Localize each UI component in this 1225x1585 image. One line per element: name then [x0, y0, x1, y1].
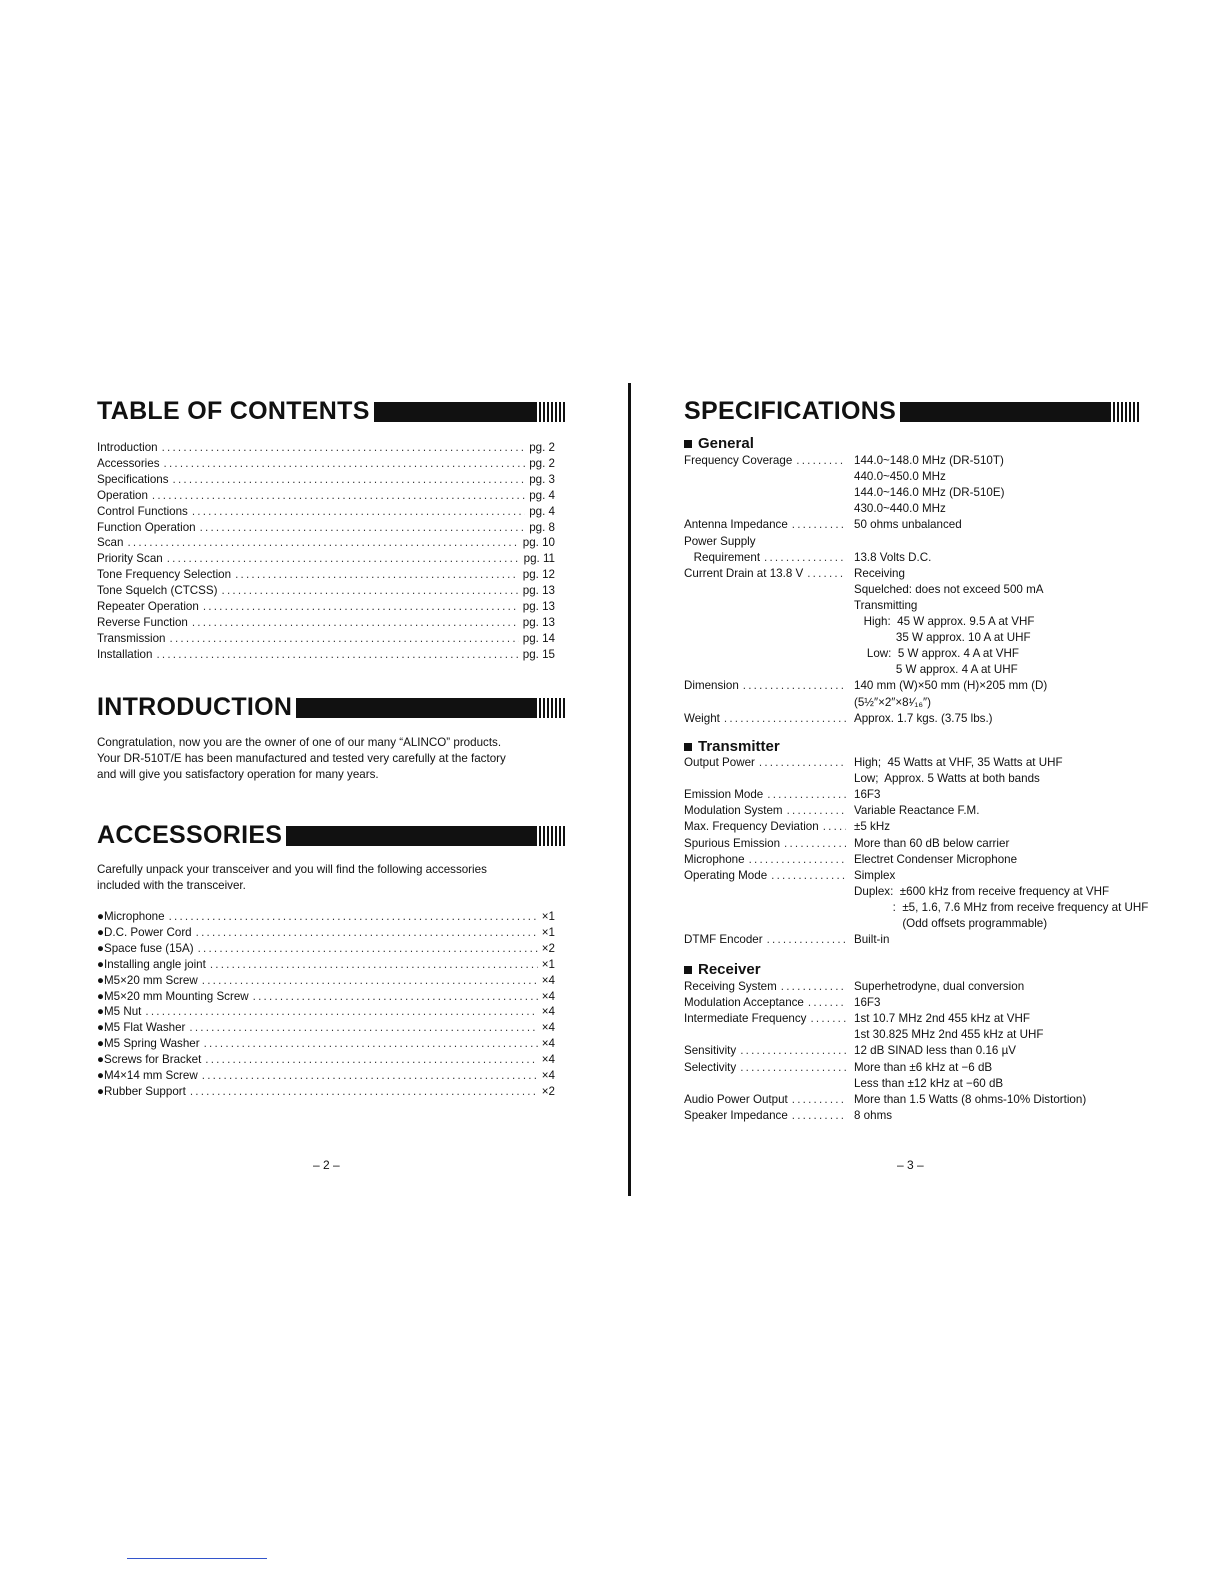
spec-label: Sensitivity — [684, 1044, 737, 1058]
toc-item-page: pg. 15 — [522, 647, 555, 661]
dot-leader — [173, 472, 526, 487]
spec-label: Receiving System — [684, 980, 777, 993]
dot-leader — [162, 440, 526, 455]
introduction-title-bar — [296, 698, 567, 718]
toc-item-label: Function Operation — [97, 520, 196, 534]
accessories-title: ACCESSORIES — [97, 821, 283, 849]
specifications-header — [684, 397, 1141, 426]
spec-label: Spurious Emission — [684, 836, 781, 850]
spec-value: Less than ±12 kHz at −60 dB — [854, 1076, 1004, 1090]
toc-item-page: pg. 4 — [529, 488, 555, 502]
dot-leader — [771, 868, 846, 883]
dot-leader — [203, 599, 519, 614]
spec-value: 5 W approx. 4 A at UHF — [854, 663, 1018, 677]
toc-row — [97, 520, 555, 535]
dot-leader — [784, 836, 846, 851]
spec-value: : ±5, 1.6, 7.6 MHz from receive frequency at UHF — [854, 900, 1149, 914]
dot-leader — [724, 711, 846, 726]
toc-title: TABLE OF CONTENTS — [97, 397, 370, 425]
toc-item-page: pg. 3 — [529, 472, 555, 486]
square-bullet-icon — [684, 966, 692, 974]
dot-leader — [235, 567, 519, 582]
accessory-item-qty: ×2 — [541, 1084, 555, 1098]
spec-value: Low: 5 W approx. 4 A at VHF — [854, 647, 1019, 661]
spec-value: 16F3 — [854, 788, 881, 802]
toc-row — [97, 615, 555, 630]
spec-value: (Odd offsets programmable) — [854, 917, 1048, 930]
transmitter-heading-label: Transmitter — [698, 738, 780, 755]
accessory-item-qty: ×4 — [541, 1069, 555, 1082]
spec-value: Superhetrodyne, dual conversion — [854, 980, 1025, 993]
dot-leader — [749, 852, 846, 867]
toc-item-page: pg. 12 — [522, 568, 555, 582]
accessory-item — [97, 909, 555, 924]
receiver-heading — [684, 961, 761, 978]
spec-value: 144.0~148.0 MHz (DR-510T) — [854, 454, 1004, 467]
spec-value: 1st 10.7 MHz 2nd 455 kHz at VHF — [854, 1012, 1030, 1026]
dot-leader — [807, 566, 846, 581]
spec-label-row — [684, 517, 846, 532]
dot-leader — [810, 1011, 846, 1026]
spec-label: Requirement — [684, 550, 761, 564]
spec-label-row — [684, 819, 846, 834]
toc-row — [97, 599, 555, 614]
specifications-title: SPECIFICATIONS — [684, 397, 897, 425]
dot-leader — [787, 803, 846, 818]
dot-leader — [190, 1084, 538, 1099]
toc-header — [97, 397, 567, 426]
toc-item-label: Priority Scan — [97, 552, 163, 566]
toc-item-label: Accessories — [97, 456, 160, 470]
spec-label-row — [684, 534, 846, 549]
toc-item-label: Introduction — [97, 441, 158, 454]
toc-item-page: pg. 14 — [522, 631, 555, 645]
spec-label: Speaker Impedance — [684, 1108, 788, 1122]
toc-item-page: pg. 13 — [522, 615, 555, 629]
accessories-title-bar — [286, 826, 567, 846]
spec-value: High: 45 W approx. 9.5 A at VHF — [854, 615, 1035, 628]
dot-leader — [156, 647, 518, 662]
spec-value: (5½″×2″×8¹⁄₁₆″) — [854, 695, 931, 709]
toc-item-label: Installation — [97, 647, 153, 661]
accessory-item — [97, 1036, 555, 1051]
dot-leader — [253, 989, 538, 1004]
spec-label: DTMF Encoder — [684, 933, 763, 947]
dot-leader — [192, 615, 519, 630]
spec-value: Built-in — [854, 933, 890, 947]
spec-value: 430.0~440.0 MHz — [854, 502, 946, 516]
spec-label-row — [684, 1108, 846, 1123]
dot-leader — [743, 678, 846, 693]
dot-leader — [198, 941, 538, 956]
toc-item-label: Repeater Operation — [97, 600, 199, 613]
spec-value: 440.0~450.0 MHz — [854, 470, 946, 484]
accessory-item — [97, 989, 555, 1004]
accessory-item-label: ●M5 Flat Washer — [97, 1021, 186, 1035]
toc-item-page: pg. 8 — [529, 520, 555, 534]
spec-label: Modulation System — [684, 804, 783, 818]
toc-item-label: Reverse Function — [97, 615, 188, 629]
toc-item-page: pg. 13 — [522, 600, 555, 613]
spec-value: 140 mm (W)×50 mm (H)×205 mm (D) — [854, 679, 1048, 693]
spec-label-row — [684, 868, 846, 883]
toc-row — [97, 472, 555, 487]
accessory-item-label: ●Microphone — [97, 910, 165, 923]
spec-label-row — [684, 550, 846, 565]
toc-title-bar — [374, 402, 567, 422]
spec-label-row — [684, 1043, 846, 1058]
dot-leader — [164, 456, 526, 471]
dot-leader — [204, 1036, 538, 1051]
spec-label: Antenna Impedance — [684, 518, 788, 532]
toc-item-page: pg. 13 — [522, 584, 555, 598]
dot-leader — [152, 488, 525, 503]
toc-item-page: pg. 4 — [529, 504, 555, 518]
spec-value: 144.0~146.0 MHz (DR-510E) — [854, 486, 1005, 500]
spec-label: Intermediate Frequency — [684, 1012, 807, 1026]
dot-leader — [792, 1108, 846, 1123]
dot-leader — [796, 453, 846, 468]
accessory-item — [97, 1084, 555, 1099]
toc-item-label: Tone Frequency Selection — [97, 568, 232, 582]
dot-leader — [202, 973, 538, 988]
spec-label: Selectivity — [684, 1060, 737, 1074]
spec-value: Low; Approx. 5 Watts at both bands — [854, 772, 1040, 786]
accessory-item-label: ●Installing angle joint — [97, 957, 206, 971]
dot-leader — [210, 957, 538, 972]
spec-label: Power Supply — [684, 534, 756, 548]
toc-row — [97, 504, 555, 519]
accessory-item-label: ●M5 Nut — [97, 1005, 142, 1019]
toc-row — [97, 583, 555, 598]
left-page-number: – 2 – — [313, 1158, 340, 1172]
toc-row — [97, 488, 555, 503]
spec-value: Variable Reactance F.M. — [854, 804, 980, 818]
spec-value: More than ±6 kHz at −6 dB — [854, 1060, 993, 1074]
accessories-header — [97, 821, 567, 850]
accessory-item-qty: ×4 — [541, 1021, 555, 1035]
spec-value: 8 ohms — [854, 1108, 893, 1122]
spec-value: 12 dB SINAD less than 0.16 µV — [854, 1044, 1016, 1058]
dot-leader — [740, 1060, 846, 1075]
spec-value: Squelched: does not exceed 500 mA — [854, 582, 1044, 596]
accessory-item — [97, 1004, 555, 1019]
toc-row — [97, 647, 555, 662]
toc-item-page: pg. 11 — [523, 552, 555, 566]
dot-leader — [169, 909, 538, 924]
spec-label: Microphone — [684, 852, 745, 866]
spec-value: High; 45 Watts at VHF, 35 Watts at UHF — [854, 756, 1063, 769]
spec-value: 13.8 Volts D.C. — [854, 550, 932, 564]
spec-label-row — [684, 787, 846, 802]
spec-value: 35 W approx. 10 A at UHF — [854, 631, 1031, 645]
introduction-line: and will give you satisfactory operation for many years. — [97, 768, 379, 781]
accessory-item — [97, 925, 555, 940]
square-bullet-icon — [684, 743, 692, 751]
accessory-item-label: ●Screws for Bracket — [97, 1053, 202, 1067]
accessory-item-qty: ×4 — [541, 989, 555, 1003]
accessory-item-label: ●Space fuse (15A) — [97, 941, 194, 955]
spec-label-row — [684, 453, 846, 468]
spec-label: Emission Mode — [684, 788, 764, 802]
spec-value: 16F3 — [854, 996, 881, 1010]
accessory-item — [97, 973, 555, 988]
spec-value: Approx. 1.7 kgs. (3.75 lbs.) — [854, 711, 993, 725]
toc-item-label: Transmission — [97, 631, 166, 645]
dot-leader — [167, 551, 520, 566]
specifications-title-bar — [900, 402, 1141, 422]
toc-item-page: pg. 2 — [529, 456, 555, 470]
spec-label-row — [684, 1060, 846, 1075]
spec-label-row — [684, 755, 846, 770]
dot-leader — [170, 631, 519, 646]
accessory-item-qty: ×1 — [541, 925, 555, 939]
spec-label: Output Power — [684, 756, 755, 769]
introduction-line: Congratulation, now you are the owner of one of our many “ALINCO” products. — [97, 736, 502, 749]
accessory-item-label: ●D.C. Power Cord — [97, 925, 192, 939]
dot-leader — [127, 535, 518, 550]
square-bullet-icon — [684, 440, 692, 448]
spec-value: ±5 kHz — [854, 820, 890, 834]
dot-leader — [222, 583, 519, 598]
dot-leader — [189, 1020, 537, 1035]
accessory-item — [97, 941, 555, 956]
toc-row — [97, 631, 555, 646]
spec-value: More than 1.5 Watts (8 ohms-10% Distortion) — [854, 1092, 1087, 1106]
spec-label-row — [684, 852, 846, 867]
spec-label: Current Drain at 13.8 V — [684, 566, 804, 580]
dot-leader — [759, 755, 846, 770]
spec-label-row — [684, 566, 846, 581]
spec-value: Electret Condenser Microphone — [854, 852, 1018, 866]
accessory-item-qty: ×1 — [541, 910, 555, 923]
spec-value: 50 ohms unbalanced — [854, 518, 962, 532]
spec-label: Dimension — [684, 679, 739, 693]
spec-label-row — [684, 678, 846, 693]
dot-leader — [792, 517, 846, 532]
spec-label: Weight — [684, 711, 720, 725]
spec-value: Transmitting — [854, 598, 918, 612]
accessory-item-qty: ×2 — [541, 941, 555, 955]
accessory-item — [97, 957, 555, 972]
toc-row — [97, 535, 555, 550]
general-heading-label: General — [698, 435, 754, 452]
accessory-item-label: ●M5×20 mm Mounting Screw — [97, 989, 249, 1003]
accessory-item-qty: ×4 — [541, 1037, 555, 1051]
accessory-item — [97, 1068, 555, 1083]
introduction-line: Your DR-510T/E has been manufactured and tested very carefully at the factory — [97, 752, 506, 765]
transmitter-heading — [684, 738, 780, 755]
dot-leader — [145, 1004, 537, 1019]
spec-label-row — [684, 1011, 846, 1026]
spec-label-row — [684, 1092, 846, 1107]
right-page-number: – 3 – — [897, 1158, 924, 1172]
scan-edge-line — [127, 1558, 267, 1559]
spec-label-row — [684, 932, 846, 947]
general-heading — [684, 435, 754, 452]
dot-leader — [205, 1052, 537, 1067]
spec-label-row — [684, 836, 846, 851]
accessory-item-qty: ×4 — [541, 973, 555, 987]
toc-row — [97, 440, 555, 455]
toc-item-label: Specifications — [97, 472, 169, 486]
accessory-item-label: ●M5×20 mm Screw — [97, 973, 198, 987]
spec-value: Duplex: ±600 kHz from receive frequency at VHF — [854, 884, 1110, 898]
spec-label: Audio Power Output — [684, 1092, 788, 1106]
spec-label-row — [684, 995, 846, 1010]
receiver-heading-label: Receiver — [698, 961, 761, 978]
spec-label-row — [684, 979, 846, 994]
toc-row — [97, 551, 555, 566]
dot-leader — [781, 979, 846, 994]
spec-label-row — [684, 803, 846, 818]
accessories-intro-line: included with the transceiver. — [97, 879, 246, 892]
introduction-header — [97, 693, 567, 722]
accessory-item — [97, 1052, 555, 1067]
spec-value: 1st 30.825 MHz 2nd 455 kHz at UHF — [854, 1028, 1044, 1042]
toc-item-label: Scan — [97, 536, 124, 550]
dot-leader — [196, 925, 538, 940]
spec-label: Modulation Acceptance — [684, 996, 804, 1010]
toc-item-label: Operation — [97, 488, 148, 502]
accessory-item-qty: ×4 — [541, 1053, 555, 1067]
dot-leader — [767, 787, 846, 802]
dot-leader — [740, 1043, 846, 1058]
toc-item-label: Tone Squelch (CTCSS) — [97, 584, 218, 598]
accessories-intro-line: Carefully unpack your transceiver and you will find the following accessories — [97, 863, 487, 876]
accessory-item — [97, 1020, 555, 1035]
spec-label: Frequency Coverage — [684, 454, 793, 467]
introduction-title: INTRODUCTION — [97, 693, 293, 721]
spec-label-row — [684, 711, 846, 726]
accessory-item-qty: ×1 — [541, 957, 555, 971]
accessory-item-label: ●M4×14 mm Screw — [97, 1069, 198, 1082]
spec-label: Max. Frequency Deviation — [684, 820, 819, 834]
dot-leader — [823, 819, 846, 834]
toc-row — [97, 456, 555, 471]
spec-value: More than 60 dB below carrier — [854, 836, 1010, 850]
accessory-item-qty: ×4 — [541, 1005, 555, 1019]
accessory-item-label: ●M5 Spring Washer — [97, 1037, 200, 1051]
dot-leader — [202, 1068, 538, 1083]
dot-leader — [767, 932, 846, 947]
spec-label: Operating Mode — [684, 868, 768, 882]
spec-value: Receiving — [854, 566, 905, 580]
dot-leader — [808, 995, 846, 1010]
dot-leader — [764, 550, 846, 565]
page-divider — [628, 383, 631, 1196]
spec-value: Simplex — [854, 868, 896, 882]
toc-item-label: Control Functions — [97, 504, 188, 518]
toc-row — [97, 567, 555, 582]
toc-item-page: pg. 2 — [529, 441, 555, 454]
accessory-item-label: ●Rubber Support — [97, 1084, 186, 1098]
dot-leader — [192, 504, 525, 519]
dot-leader — [792, 1092, 846, 1107]
dot-leader — [200, 520, 526, 535]
toc-item-page: pg. 10 — [522, 536, 555, 550]
